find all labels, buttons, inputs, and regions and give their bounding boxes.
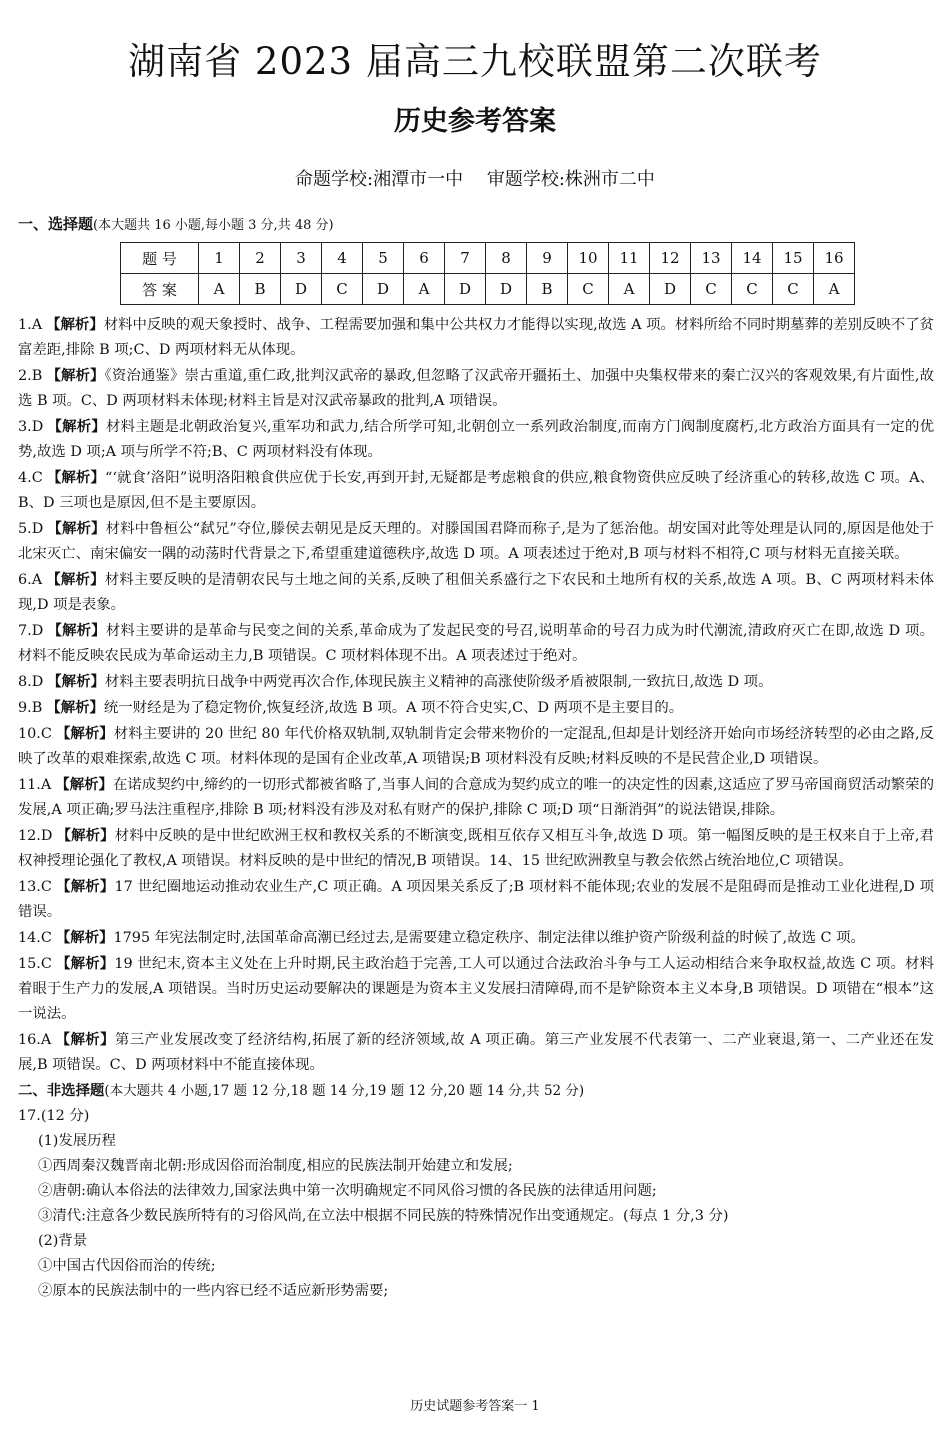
analysis-tag: 【解析】 bbox=[56, 827, 115, 844]
question-answer-label: 2.B bbox=[18, 368, 43, 384]
reviewer-school: 审题学校:株洲市二中 bbox=[486, 169, 655, 190]
answer-cell: A bbox=[609, 274, 650, 305]
analysis-tag: 【解析】 bbox=[55, 776, 113, 793]
answer-cell: C bbox=[732, 274, 773, 305]
question-answer-label: 11.A bbox=[18, 777, 52, 793]
analysis-tag: 【解析】 bbox=[46, 367, 105, 384]
answer-cell: D bbox=[281, 274, 322, 305]
explanation-text: 在诺成契约中,缔约的一切形式都被省略了,当事人间的合意成为契约成立的唯一的决定性的因素,这适应了罗马帝国商贸活动繁荣的发展,A 项正确;罗马法注重程序,排除 B 项;材料没有涉及对私有财产的保护,排除 C 项;D 项“日渐消弭”的说法错误,排除。 bbox=[18, 777, 934, 818]
analysis-tag: 【解析】 bbox=[47, 418, 106, 435]
section-1-title: 一、选择题 bbox=[18, 215, 94, 233]
question-number-cell: 5 bbox=[363, 243, 404, 274]
section-2-note: (本大题共 4 小题,17 题 12 分,18 题 14 分,19 题 12 分,20 题 14 分,共 52 分) bbox=[104, 1083, 585, 1099]
explanation-item bbox=[18, 772, 934, 823]
analysis-tag: 【解析】 bbox=[46, 316, 104, 333]
school-info bbox=[0, 166, 950, 194]
answer-cell: D bbox=[445, 274, 486, 305]
explanation-text: 材料中反映的观天象授时、战争、工程需要加强和集中公共权力才能得以实现,故选 A 项。材料所给不同时期墓葬的差别反映不了贫富差距,排除 B 项;C、D 两项材料无从体现。 bbox=[18, 317, 934, 358]
question-answer-label: 15.C bbox=[18, 956, 52, 972]
question-number-cell: 8 bbox=[486, 243, 527, 274]
analysis-tag: 【解析】 bbox=[55, 929, 114, 946]
question-number-cell: 3 bbox=[281, 243, 322, 274]
section-1-heading bbox=[18, 213, 334, 237]
explanation-item bbox=[18, 618, 934, 669]
answer-cell: B bbox=[527, 274, 568, 305]
question-answer-label: 12.D bbox=[18, 828, 53, 844]
explanation-item bbox=[18, 721, 934, 772]
explanation-item bbox=[18, 1027, 934, 1078]
explanation-item bbox=[18, 414, 934, 465]
explanation-text: “‘就食’洛阳”说明洛阳粮食供应优于长安,再到开封,无疑都是考虑粮食的供应,粮食物资供应反映了经济重心的转移,故选 C 项。A、B、D 三项也是原因,但不是主要原因。 bbox=[18, 470, 934, 511]
question-answer-label: 4.C bbox=[18, 470, 43, 486]
analysis-tag: 【解析】 bbox=[47, 673, 105, 690]
explanation-text: 材料主要讲的 20 世纪 80 年代价格双轨制,双轨制肯定会带来物价的一定混乱,但却是计划经济开始向市场经济转型的必由之路,反映了改革的艰难探索,故选 C 项。材料体现的是国有企业改革,A 项错误;B 项材料没有反映;材料反映的不是民营企业,D 项错误。 bbox=[18, 726, 934, 767]
question-17-label: 17.(12 分) bbox=[18, 1108, 90, 1124]
row-label-answer: 答 案 bbox=[121, 274, 199, 305]
question-answer-label: 3.D bbox=[18, 419, 44, 435]
page-subtitle: 历史参考答案 bbox=[394, 106, 556, 137]
explanation-item bbox=[18, 567, 934, 618]
question-number-cell: 13 bbox=[691, 243, 732, 274]
analysis-tag: 【解析】 bbox=[55, 878, 115, 895]
question-answer-label: 9.B bbox=[18, 700, 43, 716]
explanation-text: 材料中反映的是中世纪欧洲王权和教权关系的不断演变,既相互依存又相互斗争,故选 D 项。第一幅图反映的是王权来自于上帝,君权神授理论强化了教权,A 项错误。材料反映的是中世纪的情况,B 项错误。14、15 世纪欧洲教皇与教会依然占统治地位,C 项错误。 bbox=[18, 828, 934, 869]
answer-point-line: ①中国古代因俗而治的传统; bbox=[38, 1258, 216, 1274]
answer-cell: A bbox=[404, 274, 445, 305]
explanation-text: 第三产业发展改变了经济结构,拓展了新的经济领域,故 A 项正确。第三产业发展不代表第一、二产业衰退,第一、二产业还在发展,B 项错误。C、D 两项材料中不能直接体现。 bbox=[18, 1032, 934, 1073]
question-answer-label: 10.C bbox=[18, 726, 52, 742]
answer-cell: C bbox=[691, 274, 732, 305]
explanation-item bbox=[18, 823, 934, 874]
analysis-tag: 【解析】 bbox=[46, 699, 104, 716]
explanation-text: 材料主要表明抗日战争中两党再次合作,体现民族主义精神的高涨使阶级矛盾被限制,一致抗日,故选 D 项。 bbox=[104, 674, 773, 690]
answer-cell: D bbox=[650, 274, 691, 305]
question-answer-label: 13.C bbox=[18, 879, 52, 895]
explanation-text: 材料主要讲的是革命与民变之间的关系,革命成为了发起民变的号召,说明革命的号召力成为时代潮流,清政府灭亡在即,故选 D 项。材料不能反映农民成为革命运动主力,B 项错误。C 项材料体现不出。A 项表述过于绝对。 bbox=[18, 623, 934, 664]
answer-cell: C bbox=[568, 274, 609, 305]
answer-point-line: ②唐朝:确认本俗法的法律效力,国家法典中第一次明确规定不同风俗习惯的各民族的法律适用问题; bbox=[38, 1183, 657, 1199]
answer-cell: B bbox=[240, 274, 281, 305]
explanation-text: 材料主要反映的是清朝农民与土地之间的关系,反映了租佃关系盛行之下农民和土地所有权的关系,故选 A 项。B、C 两项材料未体现,D 项是表象。 bbox=[18, 572, 934, 613]
question-answer-label: 5.D bbox=[18, 521, 44, 537]
answer-point-line: ③清代:注意各少数民族所特有的习俗风尚,在立法中根据不同民族的特殊情况作出变通规定。(每点 1 分,3 分) bbox=[38, 1208, 729, 1224]
question-answer-label: 14.C bbox=[18, 930, 52, 946]
answer-point-line: (2)背景 bbox=[38, 1233, 88, 1249]
explanation-item bbox=[18, 363, 934, 414]
answer-point-line: ①西周秦汉魏晋南北朝:形成因俗而治制度,相应的民族法制开始建立和发展; bbox=[38, 1158, 513, 1174]
explanation-text: 17 世纪圈地运动推动农业生产,C 项正确。A 项因果关系反了;B 项材料不能体现;农业的发展不是阻碍而是推动工业化进程,D 项错误。 bbox=[18, 879, 934, 920]
answer-cell: C bbox=[773, 274, 814, 305]
answer-body bbox=[18, 312, 934, 1304]
question-answer-label: 6.A bbox=[18, 572, 43, 588]
answer-cell: D bbox=[486, 274, 527, 305]
answer-table-number-row bbox=[121, 243, 855, 274]
explanation-text: 材料主题是北朝政治复兴,重军功和武力,结合所学可知,北朝创立一系列政治制度,而南方门阀制度腐朽,北方政治方面具有一定的优势,故选 D 项;A 项与所学不符;B、C 两项材料没有体现。 bbox=[18, 419, 934, 460]
analysis-tag: 【解析】 bbox=[55, 955, 115, 972]
analysis-tag: 【解析】 bbox=[55, 725, 114, 742]
answer-point-line: (1)发展历程 bbox=[38, 1133, 116, 1149]
explanation-item bbox=[18, 669, 934, 695]
explanation-item bbox=[18, 925, 934, 951]
question-number-cell: 14 bbox=[732, 243, 773, 274]
question-number-cell: 7 bbox=[445, 243, 486, 274]
question-answer-label: 16.A bbox=[18, 1032, 52, 1048]
question-number-cell: 15 bbox=[773, 243, 814, 274]
explanation-text: 材料中鲁桓公“弑兄”夺位,滕侯去朝见是反天理的。对滕国国君降而称子,是为了惩治他。胡安国对此等处理是认同的,原因是他处于北宋灭亡、南宋偏安一隅的动荡时代背景之下,希望重建道德秩序,故选 D 项。A 项表述过于绝对,B 项与材料不相符,C 项与材料无直接关联。 bbox=[18, 521, 934, 562]
analysis-tag: 【解析】 bbox=[46, 571, 105, 588]
section-1-note: (本大题共 16 小题,每小题 3 分,共 48 分) bbox=[93, 218, 334, 233]
section-2-heading bbox=[18, 1078, 934, 1104]
answer-cell: A bbox=[814, 274, 855, 305]
explanation-item bbox=[18, 951, 934, 1027]
answer-table-answer-row bbox=[121, 274, 855, 305]
explanation-item bbox=[18, 516, 934, 567]
explanation-item bbox=[18, 465, 934, 516]
explanation-text: 统一财经是为了稳定物价,恢复经济,故选 B 项。A 项不符合史实,C、D 两项不是主要目的。 bbox=[103, 700, 684, 716]
question-number-cell: 1 bbox=[199, 243, 240, 274]
question-number-cell: 9 bbox=[527, 243, 568, 274]
question-number-cell: 16 bbox=[814, 243, 855, 274]
answer-table bbox=[120, 242, 855, 305]
analysis-tag: 【解析】 bbox=[47, 622, 106, 639]
section-2-title: 二、非选择题 bbox=[18, 1082, 105, 1099]
answer-cell: A bbox=[199, 274, 240, 305]
question-number-cell: 6 bbox=[404, 243, 445, 274]
setter-school: 命题学校:湘潭市一中 bbox=[295, 169, 464, 190]
answer-cell: D bbox=[363, 274, 404, 305]
question-answer-label: 1.A bbox=[18, 317, 43, 333]
page-title: 湖南省 2023 届高三九校联盟第二次联考 bbox=[128, 40, 822, 83]
question-number-cell: 2 bbox=[240, 243, 281, 274]
question-number-cell: 12 bbox=[650, 243, 691, 274]
question-number-cell: 4 bbox=[322, 243, 363, 274]
explanation-item bbox=[18, 312, 934, 363]
question-answer-label: 8.D bbox=[18, 674, 44, 690]
explanation-item bbox=[18, 874, 934, 925]
question-number-cell: 10 bbox=[568, 243, 609, 274]
page-footer: 历史试题参考答案一 1 bbox=[410, 1399, 540, 1414]
explanation-text: 19 世纪末,资本主义处在上升时期,民主政治趋于完善,工人可以通过合法政治斗争与工人运动相结合来争取权益,故选 C 项。材料着眼于生产力的发展,A 项错误。当时历史运动要解决的课题是为资本主义发展扫清障碍,而不是铲除资本主义本身,B 项错误。D 项错在“根本”这一说法。 bbox=[18, 956, 934, 1022]
explanation-item bbox=[18, 695, 934, 721]
explanation-text: 《资治通鉴》崇古重道,重仁政,批判汉武帝的暴政,但忽略了汉武帝开疆拓土、加强中央集权带来的秦亡汉兴的客观效果,有片面性,故选 B 项。C、D 两项材料未体现;材料主旨是对汉武帝暴政的批判,A 项错误。 bbox=[18, 368, 934, 409]
analysis-tag: 【解析】 bbox=[55, 1031, 115, 1048]
answer-point-line: ②原本的民族法制中的一些内容已经不适应新形势需要; bbox=[38, 1283, 389, 1299]
analysis-tag: 【解析】 bbox=[47, 520, 106, 537]
question-number-cell: 11 bbox=[609, 243, 650, 274]
explanation-text: 1795 年宪法制定时,法国革命高潮已经过去,是需要建立稳定秩序、制定法律以维护资产阶级利益的时候了,故选 C 项。 bbox=[113, 930, 865, 946]
analysis-tag: 【解析】 bbox=[46, 469, 105, 486]
question-answer-label: 7.D bbox=[18, 623, 44, 639]
answer-cell: C bbox=[322, 274, 363, 305]
row-label-number: 题 号 bbox=[121, 243, 199, 274]
